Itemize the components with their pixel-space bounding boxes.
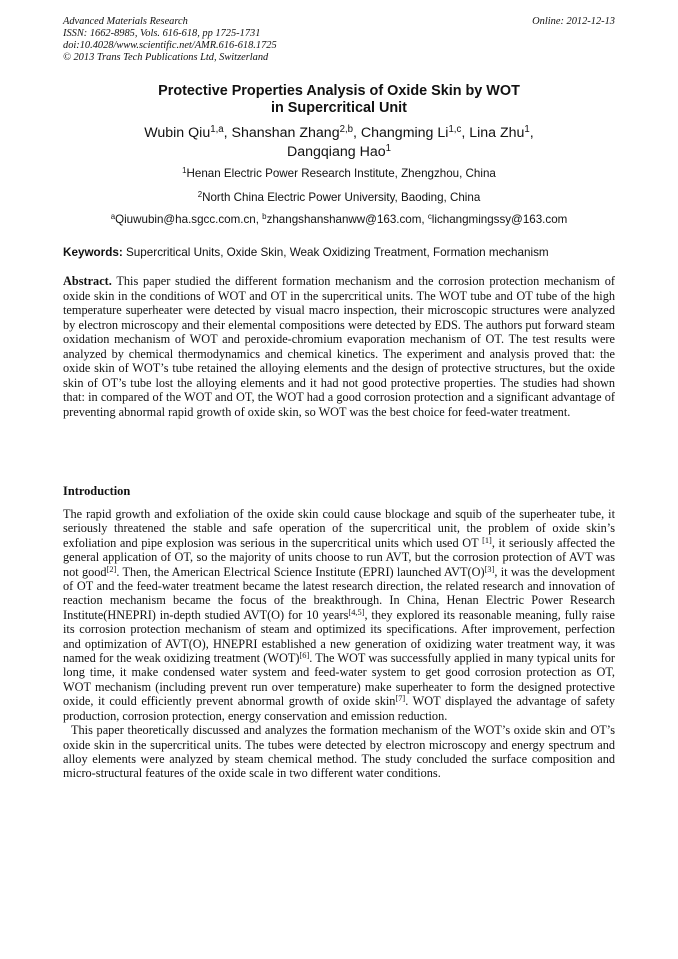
- introduction-body: [63, 507, 615, 781]
- author-affiliation-mark: 1: [385, 143, 391, 155]
- author-separator: ,: [223, 125, 232, 141]
- email-address: lichangmingssy@163.com: [431, 213, 568, 226]
- author-affiliation-mark: 1,a: [210, 124, 224, 136]
- section-heading-introduction: Introduction: [63, 484, 131, 498]
- email-address: zhangshanshanww@163.com,: [266, 213, 428, 226]
- citation: [2]: [106, 564, 117, 574]
- paper-title: [63, 83, 615, 117]
- email-mark: b: [262, 212, 267, 222]
- intro-text: . Then, the American Electrical Science Institute (EPRI) launched AVT(O): [116, 564, 485, 579]
- online-date: Online: 2012-12-13: [532, 16, 615, 27]
- intro-paragraph-2: This paper theoretically discussed and analyzes the formation mechanism of the WOT’s oxide skin and OT’s oxide skin in the supercritical units. The tubes were detected by electron microscopy and energy spectrum and alloy elements were analyzed by steam chemical method. The study concluded the surface composition and micro-structural features of the oxide scale in two different water conditions.: [63, 723, 615, 781]
- abstract-text: This paper studied the different formation mechanism and the corrosion protection mechanism of oxide skin in the conditions of WOT and OT in the supercritical units. The WOT tube and OT tube of the high temperature superheater were detected by visual macro inspection, their microscopic structures were analyzed by electron microscopy and their elemental compositions were detected by EDS. The authors put forward steam oxidation mechanism of WOT and peroxide-chromium evaporation mechanism of OT. The test results were analyzed by chemical thermodynamics and chemical kinetics. The experiment and analysis proved that: the oxide skin of WOT’s tube retained the alloying elements and the design of protective structures, but the oxide skin of OT’s tube lost the alloying elements and it had not good protective properties. The studies had shown that: in compared of the WOT and OT, the WOT had a good corrosion protection and a significant advantage of preventing abnormal rapid growth of oxide skin, so WOT was the best choice for feed-water treatment.: [63, 274, 615, 419]
- copyright-line: © 2013 Trans Tech Publications Ltd, Switzerland: [63, 52, 269, 63]
- intro-text: , it was the development of OT and the feed-water treatment became the latest research direction, the related research and innovation of reaction mechanism became the focus of the breakthrough. In China, Henan Electric Power Research Institute(HNEPRI) in-depth studied AVT(O) for 10 years: [63, 564, 616, 622]
- intro-text: . WOT displayed the advantage of safety production, corrosion protection, energy conservation and emission reduction.: [63, 694, 615, 723]
- intro-text: , they explored its reasonable meaning, fully raise its corrosion protection mechanism of steam and optimized its specifications. After improvement, perfection and optimization of AVT(O), HNEPRI established a new generation of oxidizing water treatment way, it was named for the weak oxidizing treatment (WOT): [63, 607, 615, 666]
- affiliation-text: Henan Electric Power Research Institute, Zhengzhou, China: [186, 167, 496, 180]
- journal-name: Advanced Materials Research: [63, 16, 188, 27]
- issn-line: ISSN: 1662-8985, Vols. 616-618, pp 1725-1731: [63, 28, 261, 39]
- intro-text: . The WOT was successfully applied in many typical units for long time, it make condensed water system and feed-water system to get good corrosion protection as OT, WOT mechanism (including prevent run over temperature) make superheater to form the designed protective oxide, it could efficiently prevent abnormal growth of oxide skin: [63, 651, 615, 709]
- intro-text: , it seriously affected the general application of OT, so the majority of units choose to run AVT, but the corrosion protection of AVT was not good: [63, 535, 615, 579]
- citation: [4,5]: [348, 607, 365, 617]
- keywords: [63, 246, 615, 260]
- keywords-text: Supercritical Units, Oxide Skin, Weak Oxidizing Treatment, Formation mechanism: [122, 246, 549, 259]
- citation: [1]: [482, 535, 492, 545]
- author-name: Shanshan Zhang: [231, 125, 340, 141]
- journal-header: [63, 16, 615, 64]
- citation: [7]: [395, 694, 406, 704]
- author-affiliation-mark: 1: [524, 124, 530, 136]
- paper-title-line1: Protective Properties Analysis of Oxide Skin by WOT: [158, 83, 520, 99]
- paper-title-line2: in Supercritical Unit: [271, 100, 407, 116]
- affiliation-2: [63, 191, 615, 205]
- email-address: Qiuwubin@ha.sgcc.com.cn,: [115, 213, 263, 226]
- citation: [3]: [484, 564, 495, 574]
- affiliation-1: [63, 167, 615, 181]
- citation: [6]: [299, 650, 310, 660]
- doi-line: doi:10.4028/www.scientific.net/AMR.616-618.1725: [63, 40, 277, 51]
- affiliation-mark: 1: [182, 166, 187, 176]
- keywords-label: Keywords:: [63, 246, 123, 259]
- author-name: Wubin Qiu: [144, 125, 211, 141]
- intro-paragraph-1: [63, 507, 615, 723]
- author-name: Dangqiang Hao: [287, 144, 386, 160]
- author-list: [63, 124, 615, 162]
- author-name: Lina Zhu: [469, 125, 525, 141]
- author-name: Changming Li: [360, 125, 449, 141]
- author-separator: ,: [461, 125, 470, 141]
- affiliation-text: North China Electric Power University, Baoding, China: [202, 191, 481, 204]
- author-separator: ,: [353, 125, 361, 141]
- affiliation-mark: 2: [197, 190, 203, 200]
- abstract-label: Abstract.: [63, 274, 112, 288]
- abstract: [63, 274, 615, 419]
- intro-text: The rapid growth and exfoliation of the oxide skin could cause blockage and squib of the superheater tube, it seriously threatened the stable and safe operation of the supercritical unit, the problem of oxide skin’s exfoliation and pipe explosion was serious in the supercritical units which used OT: [63, 507, 615, 550]
- author-emails: [63, 213, 615, 227]
- author-separator: ,: [529, 125, 534, 141]
- email-mark: a: [110, 212, 116, 222]
- author-affiliation-mark: 1,c: [448, 124, 462, 136]
- author-affiliation-mark: 2,b: [339, 124, 353, 136]
- email-mark: c: [427, 212, 432, 222]
